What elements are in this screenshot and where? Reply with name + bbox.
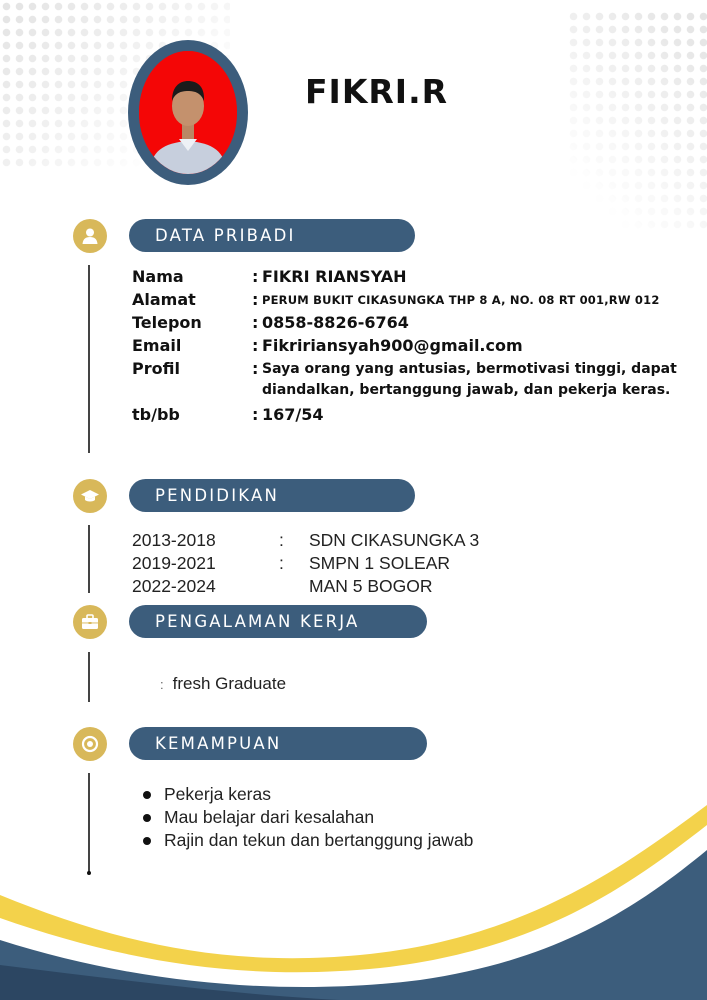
graduation-cap-icon <box>73 479 107 513</box>
personal-info <box>132 267 692 429</box>
info-value: Saya orang yang antusias, bermotivasi tinggi, dapat diandalkan, bertanggung jawab, dan pekerja keras. <box>262 361 677 398</box>
experience-colon: : <box>160 677 164 692</box>
info-label: tb/bb <box>132 405 180 424</box>
experience-entry <box>160 674 286 694</box>
experience-text: fresh Graduate <box>172 674 287 693</box>
section-header-skills: KEMAMPUAN <box>129 727 427 760</box>
education-row <box>132 552 479 575</box>
education-school: SMPN 1 SOLEAR <box>309 553 451 573</box>
timeline-line <box>88 265 90 453</box>
info-row-name <box>132 267 692 290</box>
info-colon: : <box>252 405 259 424</box>
badge-icon <box>73 727 107 761</box>
skill-text: Rajin dan tekun dan bertanggung jawab <box>164 830 474 850</box>
info-value: Fikririansyah900@gmail.com <box>262 336 523 355</box>
user-icon <box>73 219 107 253</box>
decorative-waves <box>0 790 707 1000</box>
info-row-email <box>132 336 692 359</box>
info-row-address <box>132 290 692 313</box>
person-silhouette <box>139 51 237 174</box>
decorative-dots-top-right <box>567 10 707 230</box>
education-row <box>132 575 479 598</box>
info-colon: : <box>252 359 259 378</box>
info-label: Profil <box>132 359 180 378</box>
education-row <box>132 529 479 552</box>
education-years: 2019-2021 <box>132 553 216 573</box>
education-list <box>132 529 479 598</box>
section-header-personal: DATA PRIBADI <box>129 219 415 252</box>
section-header-education: PENDIDIKAN <box>129 479 415 512</box>
info-value: PERUM BUKIT CIKASUNGKA THP 8 A, NO. 08 RT 001,RW 012 <box>262 293 660 307</box>
info-label: Alamat <box>132 290 196 309</box>
info-colon: : <box>252 290 259 309</box>
education-years: 2013-2018 <box>132 530 216 550</box>
info-colon: : <box>252 336 259 355</box>
education-colon: : <box>279 530 284 550</box>
info-row-profile <box>132 359 692 405</box>
timeline-line <box>88 652 90 702</box>
info-label: Email <box>132 336 182 355</box>
info-row-height-weight <box>132 405 692 429</box>
timeline-line <box>88 525 90 593</box>
info-label: Telepon <box>132 313 202 332</box>
info-label: Nama <box>132 267 184 286</box>
info-colon: : <box>252 313 259 332</box>
skill-text: Pekerja keras <box>164 784 271 804</box>
info-value: 0858-8826-6764 <box>262 313 409 332</box>
briefcase-icon <box>73 605 107 639</box>
info-value: FIKRI RIANSYAH <box>262 267 407 286</box>
candidate-name-title: FIKRI.R <box>305 72 449 111</box>
education-years: 2022-2024 <box>132 576 216 596</box>
education-school: SDN CIKASUNGKA 3 <box>309 530 480 550</box>
education-colon: : <box>279 553 284 573</box>
section-header-experience: PENGALAMAN KERJA <box>129 605 427 638</box>
skill-text: Mau belajar dari kesalahan <box>164 807 375 827</box>
info-colon: : <box>252 267 259 286</box>
profile-photo <box>139 51 237 174</box>
info-row-phone <box>132 313 692 336</box>
education-school: MAN 5 BOGOR <box>309 576 433 596</box>
info-value: 167/54 <box>262 405 324 424</box>
